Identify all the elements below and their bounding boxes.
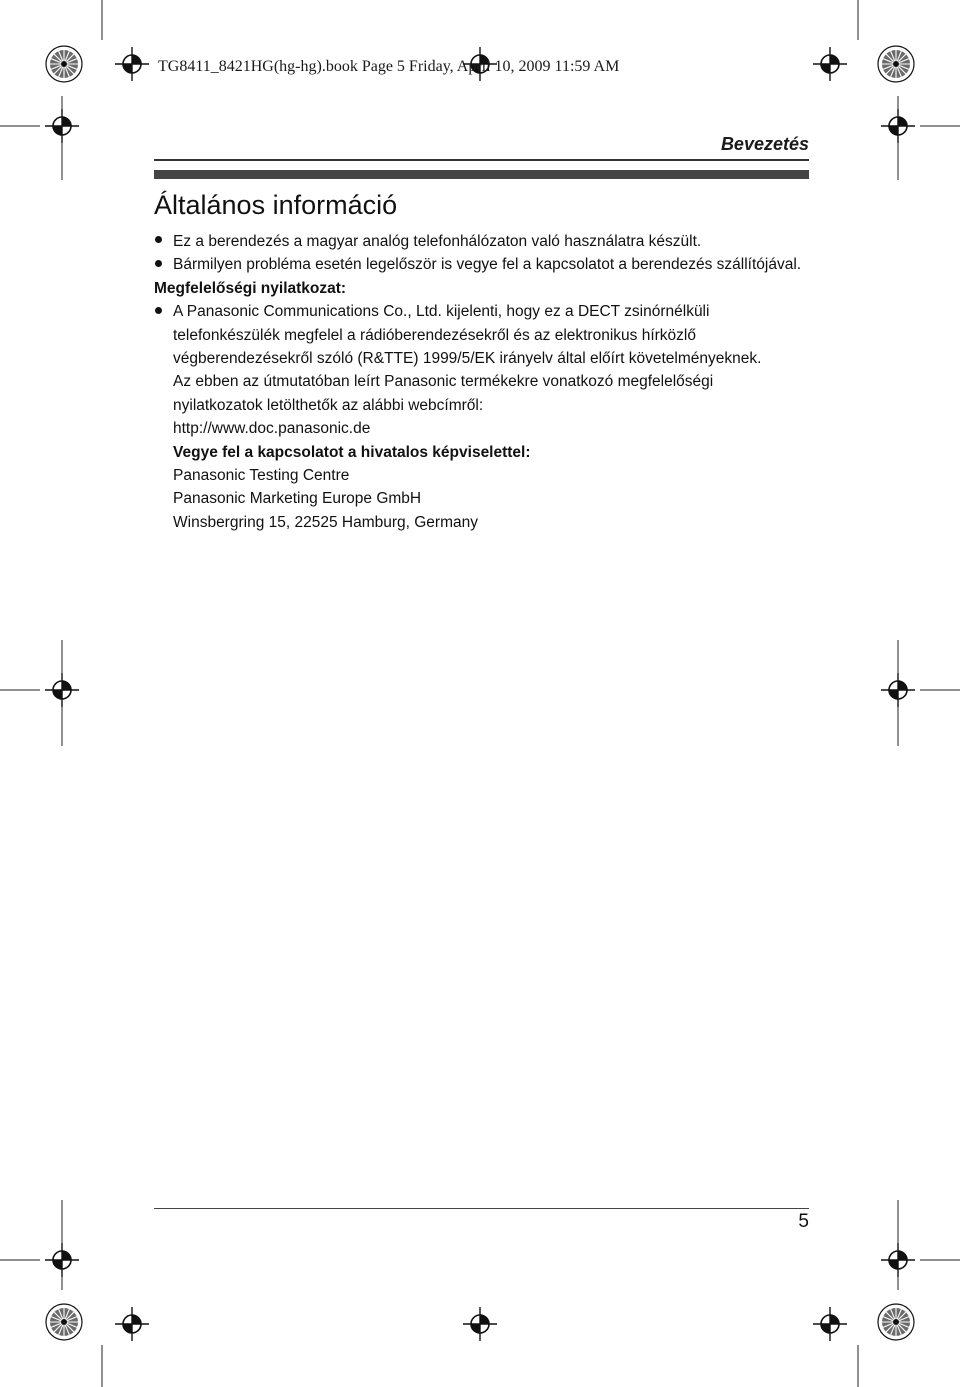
registration-mark-icon — [881, 109, 915, 143]
registration-mark-icon — [115, 47, 149, 81]
list-item: Bármilyen probléma esetén legelőször is vegye fel a kapcsolatot a berendezés szállítójával. — [154, 253, 814, 276]
color-wheel-icon — [878, 46, 914, 82]
registration-mark-icon — [881, 1243, 915, 1277]
list-item: A Panasonic Communications Co., Ltd. kijelenti, hogy ez a DECT zsinórnélküli — [154, 300, 814, 323]
paragraph-line: nyilatkozatok letölthetők az alábbi webcímről: — [173, 396, 484, 414]
contact-heading: Vegye fel a kapcsolatot a hivatalos képviselettel: — [173, 443, 531, 461]
header-bar — [154, 170, 809, 179]
paragraph-line: végberendezésekről szóló (R&TTE) 1999/5/EK irányelv által előírt követelményeknek. — [173, 350, 762, 368]
registration-mark-icon — [813, 1307, 847, 1341]
list-item: Ez a berendezés a magyar analóg telefonhálózaton való használatra készült. — [154, 230, 814, 253]
url-link[interactable]: http://www.doc.panasonic.de — [173, 420, 371, 438]
color-wheel-icon — [46, 46, 82, 82]
header-rule — [154, 159, 809, 161]
page-content — [154, 230, 814, 534]
bullet-icon — [154, 253, 173, 276]
registration-mark-icon — [45, 673, 79, 707]
contact-line: Winsbergring 15, 22525 Hamburg, Germany — [173, 513, 478, 531]
color-wheel-icon — [46, 1304, 82, 1340]
registration-mark-icon — [813, 47, 847, 81]
registration-mark-icon — [463, 1307, 497, 1341]
registration-mark-icon — [115, 1307, 149, 1341]
footer-rule — [154, 1208, 809, 1209]
paragraph-line: telefonkészülék megfelel a rádióberendezésekről és az elektronikus hírközlő — [173, 326, 696, 344]
section-label: Bevezetés — [720, 134, 809, 154]
bullet-icon — [154, 300, 173, 323]
page-number: 5 — [798, 1211, 809, 1232]
paragraph-line: Az ebben az útmutatóban leírt Panasonic termékekre vonatkozó megfelelőségi — [173, 373, 714, 391]
contact-line: Panasonic Marketing Europe GmbH — [173, 490, 422, 508]
bullet-icon — [154, 230, 173, 253]
conformity-heading: Megfelelőségi nyilatkozat: — [154, 279, 347, 297]
page-title: Általános információ — [154, 190, 398, 220]
registration-mark-icon — [881, 673, 915, 707]
registration-mark-icon — [45, 109, 79, 143]
color-wheel-icon — [878, 1304, 914, 1340]
registration-mark-icon — [45, 1243, 79, 1277]
contact-line: Panasonic Testing Centre — [173, 467, 350, 485]
book-header: TG8411_8421HG(hg-hg).book Page 5 Friday, April 10, 2009 11:59 AM — [158, 58, 620, 75]
